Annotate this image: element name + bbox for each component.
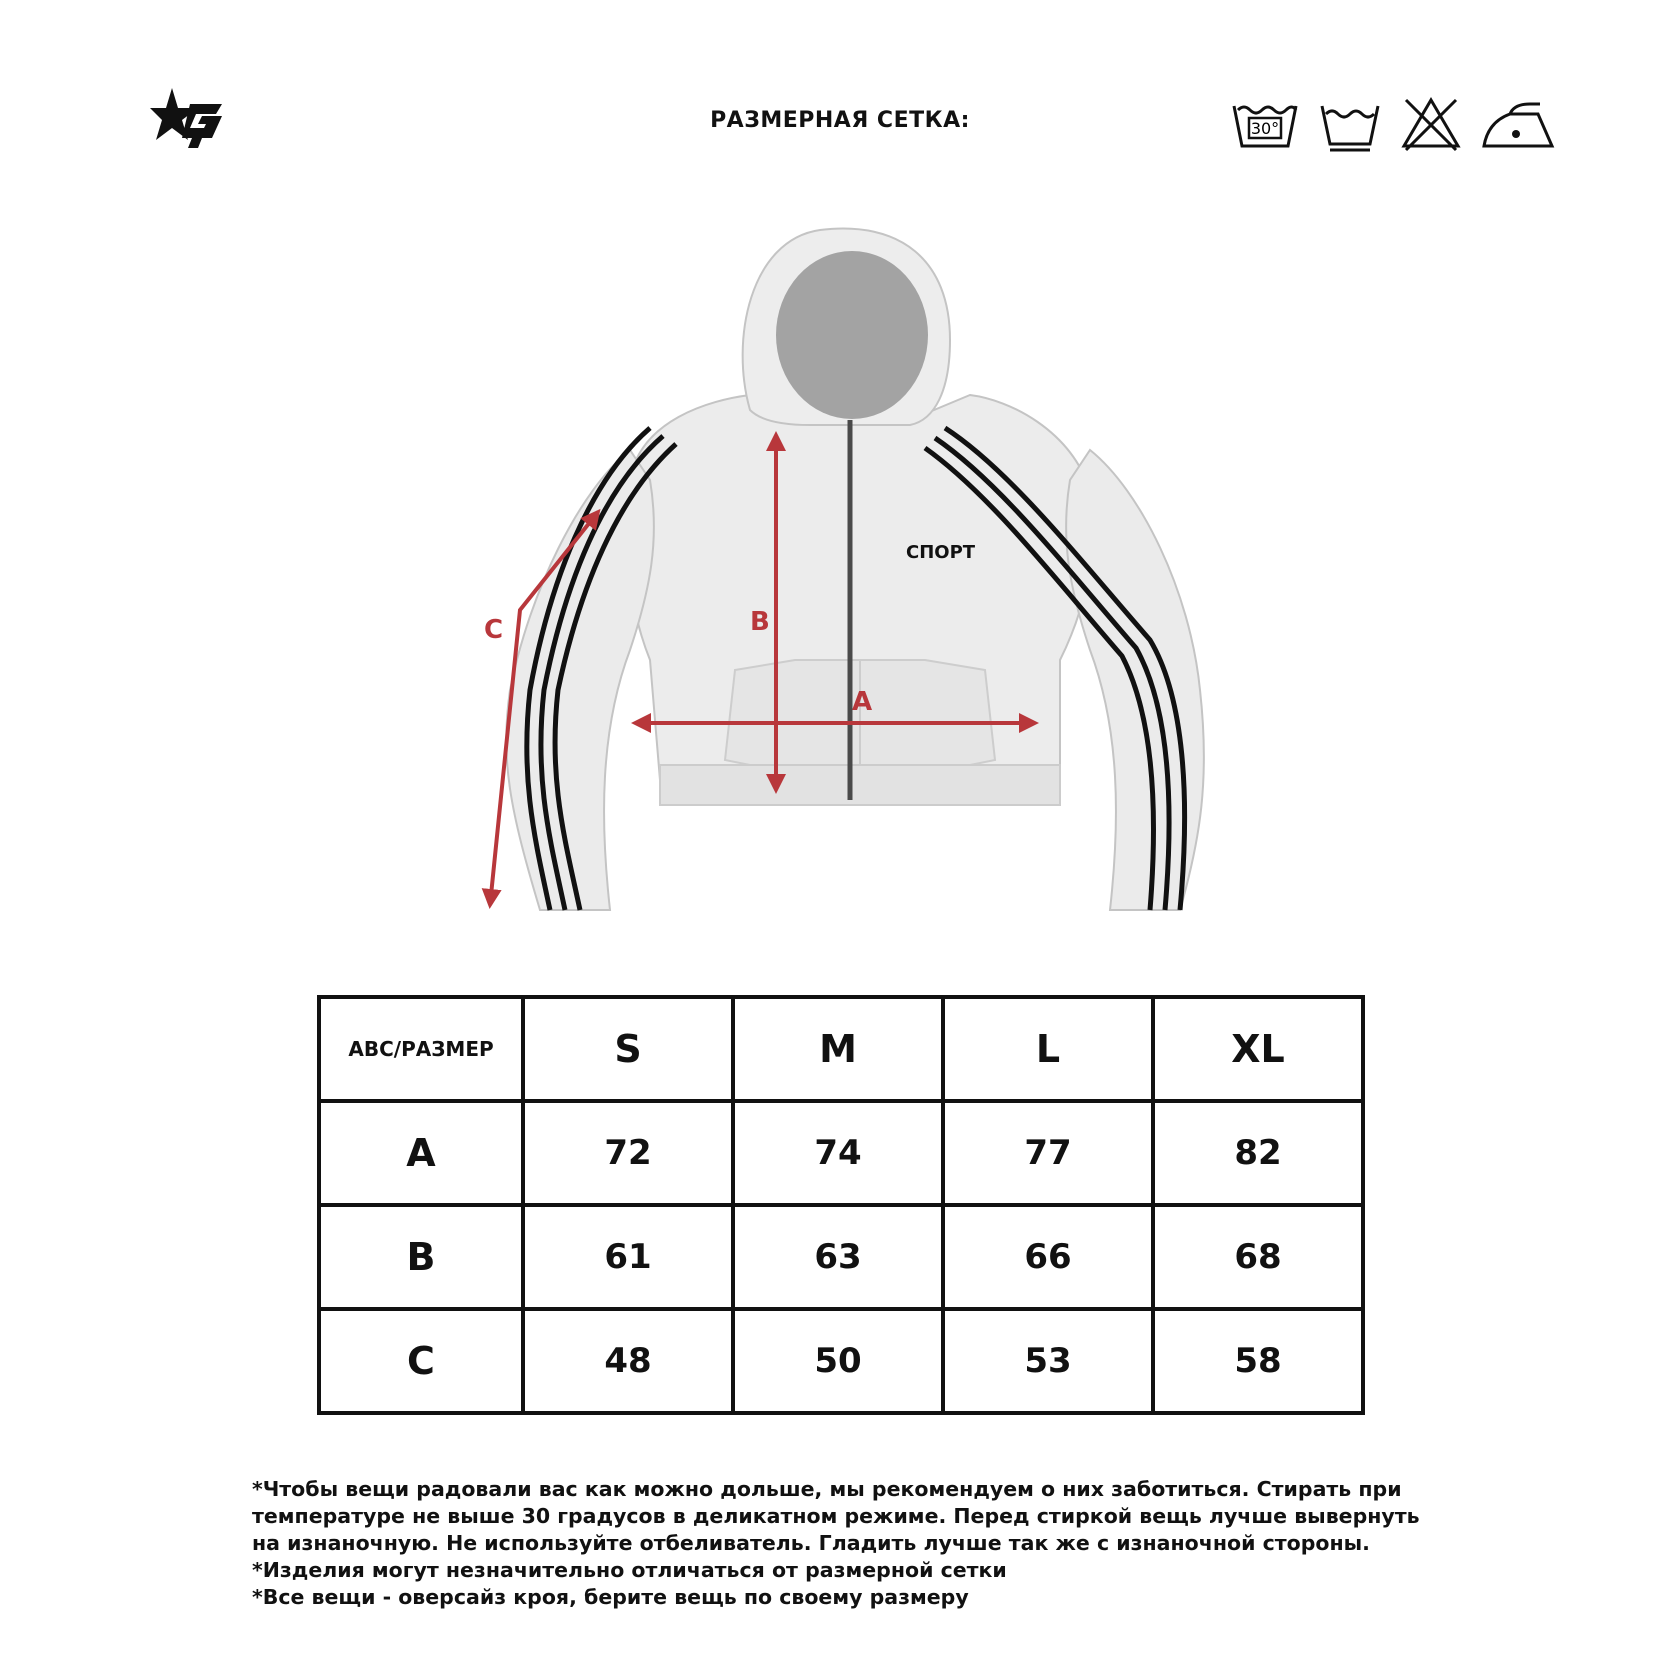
table-row	[319, 1309, 1363, 1413]
cell-b-l: 66	[943, 1205, 1153, 1309]
size-header-l: L	[943, 997, 1153, 1101]
size-header-xl: XL	[1153, 997, 1363, 1101]
hand-wash-icon	[1320, 96, 1380, 152]
label-c: C	[484, 615, 504, 645]
no-bleach-icon	[1400, 96, 1462, 152]
care-notes	[252, 1476, 1452, 1611]
wash-temp-label: 30°	[1250, 119, 1280, 138]
cell-b-s: 61	[523, 1205, 733, 1309]
cell-a-xl: 82	[1153, 1101, 1363, 1205]
note-oversize: *Все вещи - оверсайз кроя, берите вещь по своему размеру	[252, 1585, 969, 1609]
cell-a-s: 72	[523, 1101, 733, 1205]
size-header-m: M	[733, 997, 943, 1101]
row-label-c: C	[319, 1309, 523, 1413]
size-table	[317, 995, 1365, 1415]
cell-c-xl: 58	[1153, 1309, 1363, 1413]
wash-30-icon	[1232, 96, 1298, 152]
cell-a-m: 74	[733, 1101, 943, 1205]
cell-b-xl: 68	[1153, 1205, 1363, 1309]
size-header-s: S	[523, 997, 733, 1101]
label-a: A	[852, 687, 873, 717]
note-size-variance: *Изделия могут незначительно отличаться от размерной сетки	[252, 1558, 1007, 1582]
cell-a-l: 77	[943, 1101, 1153, 1205]
cell-c-l: 53	[943, 1309, 1153, 1413]
row-label-b: B	[319, 1205, 523, 1309]
note-care: *Чтобы вещи радовали вас как можно дольше, мы рекомендуем о них заботиться. Стирать при температуре не выше 30 градусов в деликатном режиме. Перед стиркой вещь лучше вывернуть на изнаночную. Не используйте отбеливатель. Гладить лучше так же с изнаночной стороны.	[252, 1477, 1420, 1555]
cell-b-m: 63	[733, 1205, 943, 1309]
row-label-a: A	[319, 1101, 523, 1205]
hoodie-diagram	[480, 220, 1220, 920]
table-row	[319, 1205, 1363, 1309]
table-row	[319, 1101, 1363, 1205]
cell-c-m: 50	[733, 1309, 943, 1413]
iron-low-icon	[1480, 96, 1556, 152]
brand-logo	[150, 88, 230, 150]
page-title: РАЗМЕРНАЯ СЕТКА:	[710, 108, 970, 133]
label-b: B	[750, 607, 770, 637]
cell-c-s: 48	[523, 1309, 733, 1413]
chest-print: СПОРТ	[906, 542, 976, 563]
table-header-row	[319, 997, 1363, 1101]
table-corner-cell: ABC/РАЗМЕР	[319, 997, 523, 1101]
